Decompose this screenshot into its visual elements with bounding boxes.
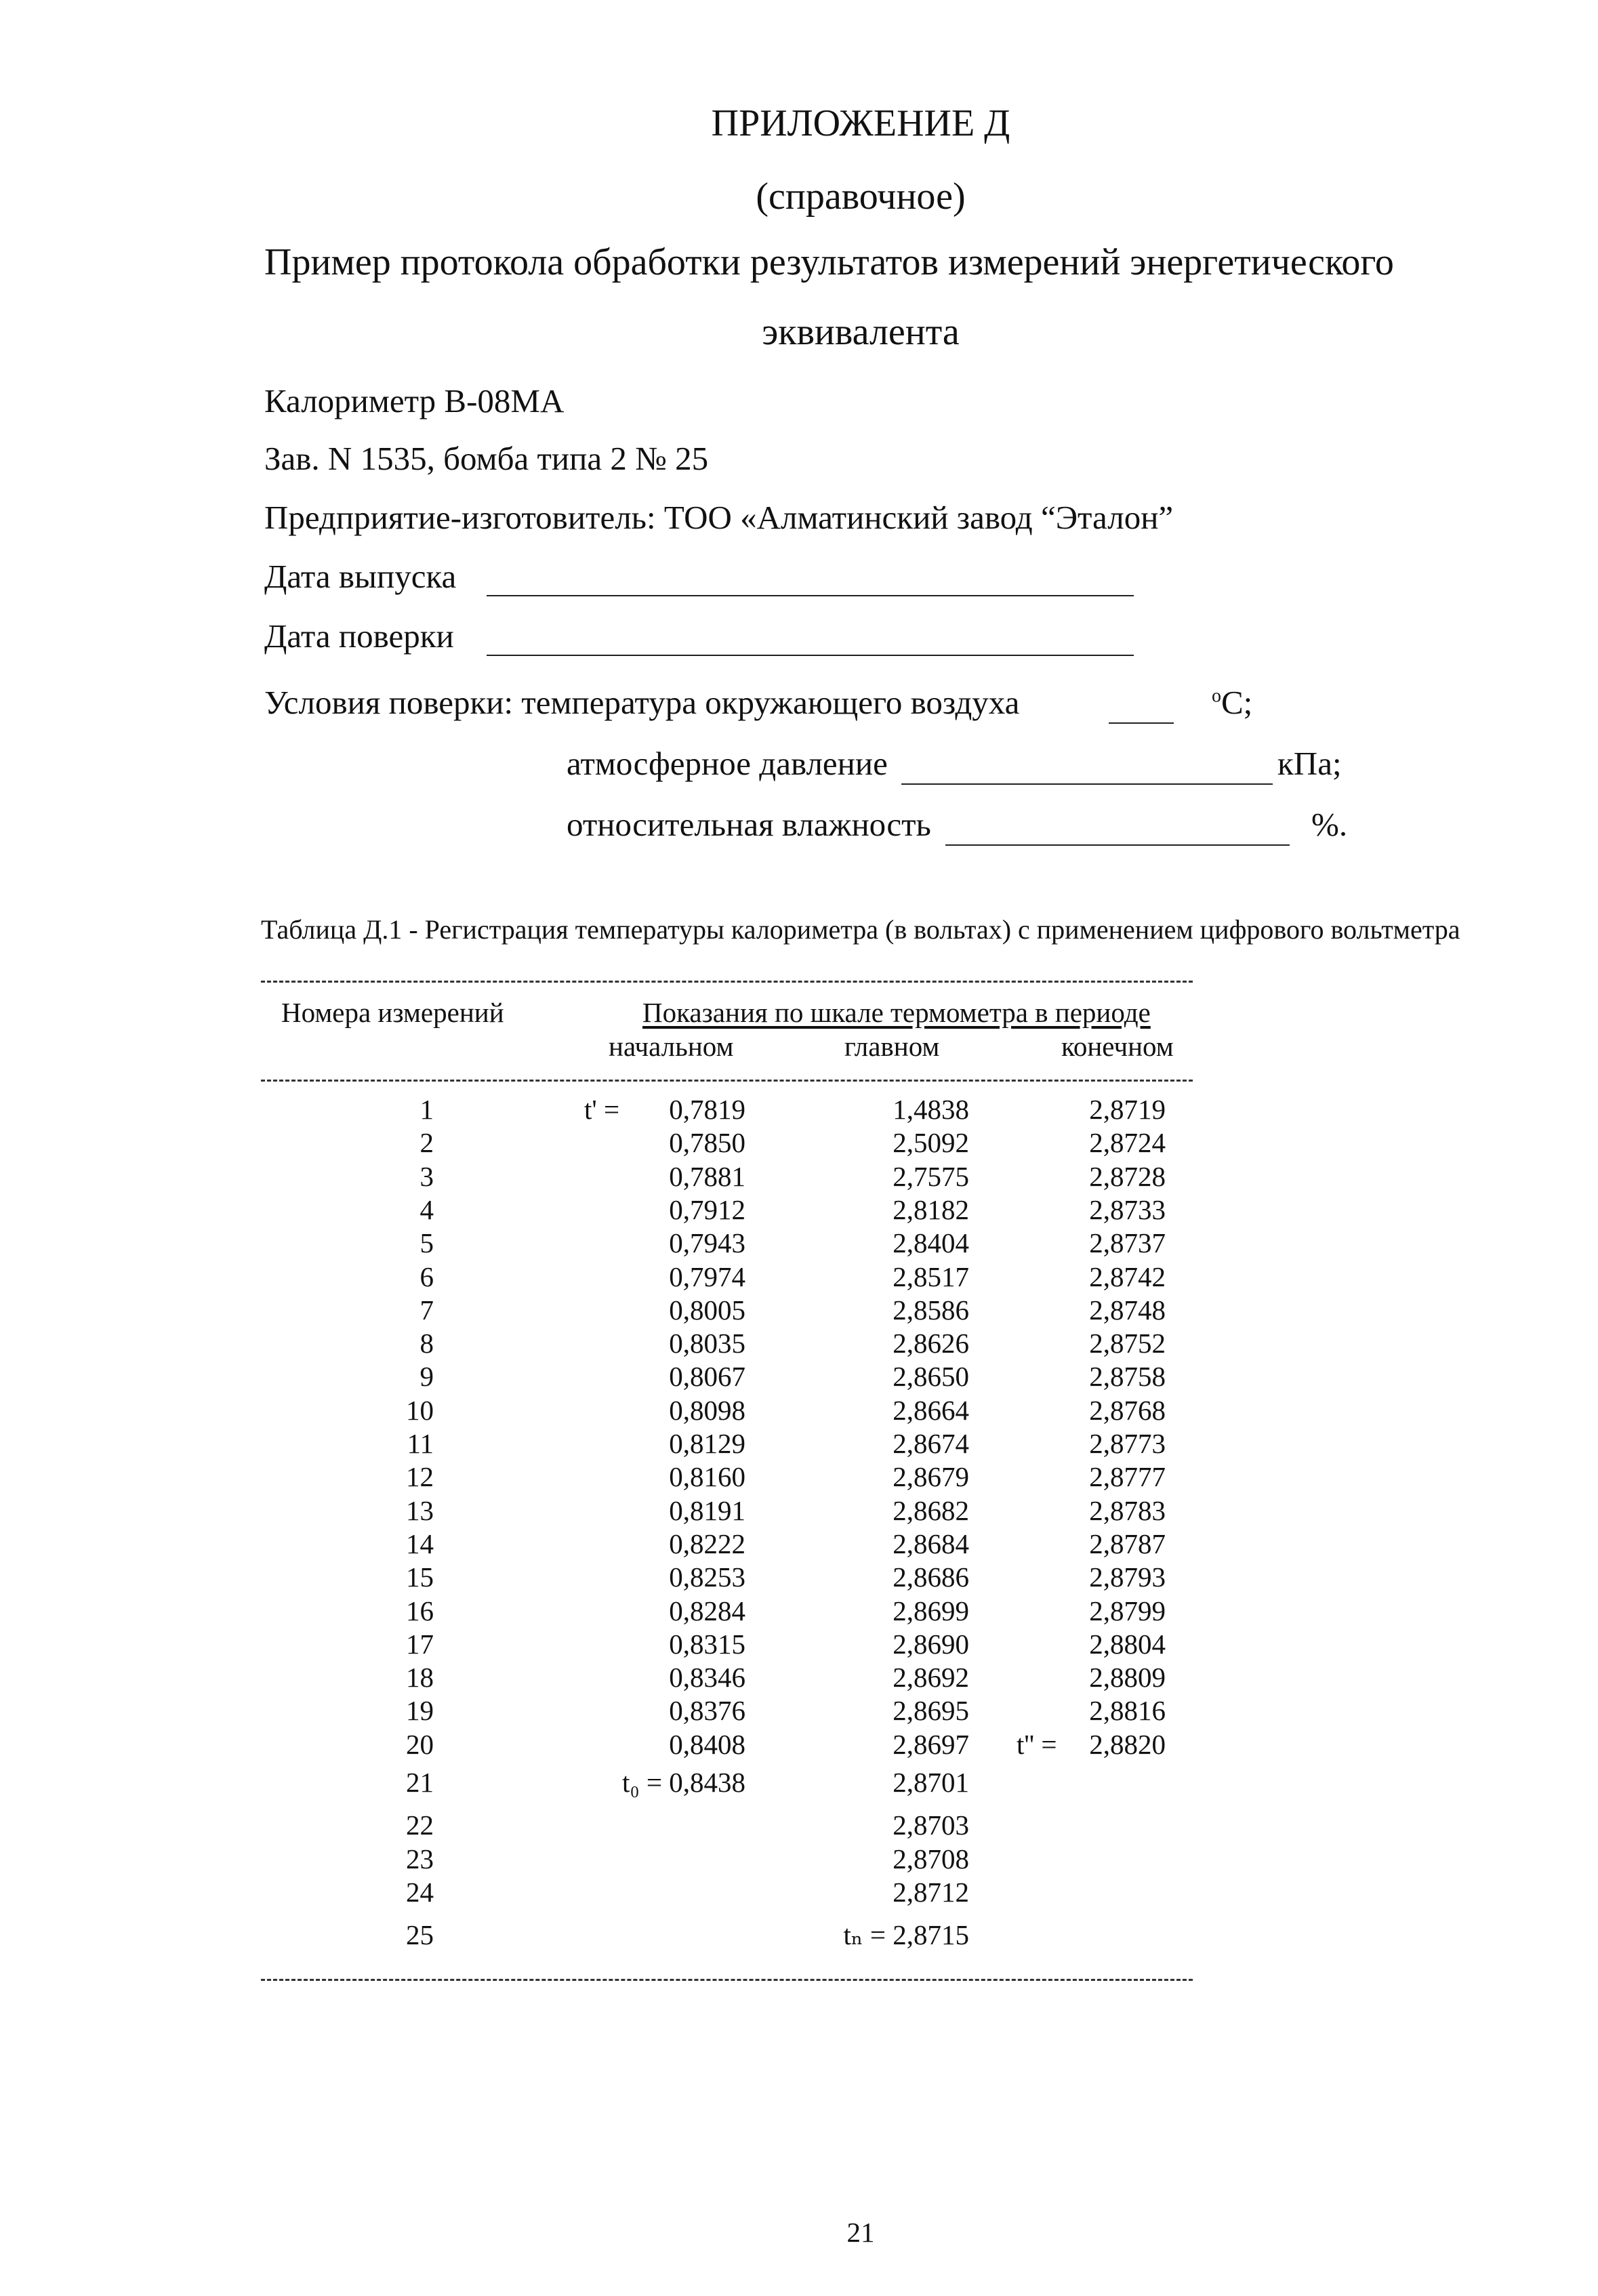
final-value: 2,8783: [1089, 1494, 1166, 1526]
main-value: 2,8517: [893, 1260, 969, 1292]
main-value: 2,8626: [893, 1328, 969, 1359]
final-value: 2,8787: [1089, 1528, 1166, 1559]
row-number: 18: [406, 1662, 434, 1694]
row-number: 5: [419, 1227, 434, 1259]
final-value: 2,8799: [1089, 1595, 1166, 1626]
initial-marker: t' =: [584, 1094, 620, 1125]
row-number: 1: [419, 1094, 434, 1125]
row-number: 7: [419, 1294, 434, 1326]
row-number: 22: [406, 1809, 434, 1841]
initial-value: 0,8253: [669, 1561, 745, 1593]
table-caption: Таблица Д.1 - Регистрация температуры калориметра (в вольтах) с применением цифрового вольтметра: [261, 914, 1460, 945]
main-value: 2,8404: [893, 1227, 969, 1259]
manufacturer-label: Предприятие-изготовитель: ТОО «Алматинский завод “Эталон”: [264, 499, 1174, 536]
release-date-label: Дата выпуска: [264, 558, 457, 595]
verify-date-label: Дата поверки: [264, 617, 454, 655]
initial-value: 0,8191: [669, 1494, 745, 1526]
release-date-field: [487, 595, 1134, 596]
final-value: 2,8752: [1089, 1328, 1166, 1359]
initial-value: 0,7974: [669, 1260, 745, 1292]
main-value: 2,8701: [893, 1767, 969, 1798]
initial-value: 0,8098: [669, 1394, 745, 1426]
main-value: 2,8695: [893, 1695, 969, 1727]
main-value: 2,8664: [893, 1394, 969, 1426]
final-value: 2,8777: [1089, 1461, 1166, 1493]
row-number: 4: [419, 1193, 434, 1225]
main-value: 2,8650: [893, 1361, 969, 1393]
row-number: 21: [406, 1767, 434, 1798]
initial-value: 0,8284: [669, 1595, 745, 1626]
initial-value: 0,7943: [669, 1227, 745, 1259]
main-value: 2,8699: [893, 1595, 969, 1626]
humidity-label: относительная влажность: [567, 806, 931, 843]
row-number: 11: [407, 1428, 434, 1459]
final-value: 2,8742: [1089, 1260, 1166, 1292]
pressure-field: [901, 783, 1273, 785]
row-number: 25: [406, 1919, 434, 1951]
initial-value: 0,8408: [669, 1728, 745, 1760]
initial-value: 0,7912: [669, 1193, 745, 1225]
main-value: 2,8692: [893, 1662, 969, 1694]
initial-value: 0,7881: [669, 1160, 745, 1192]
final-value: 2,8733: [1089, 1193, 1166, 1225]
row-number: 16: [406, 1595, 434, 1626]
final-value: 2,8773: [1089, 1428, 1166, 1459]
final-value: 2,8748: [1089, 1294, 1166, 1326]
main-value: 2,8679: [893, 1461, 969, 1493]
main-value: 2,8703: [893, 1809, 969, 1841]
group-header: Показания по шкале термометра в периоде: [642, 997, 1151, 1028]
row-number: 19: [406, 1695, 434, 1727]
main-value: 2,8182: [893, 1193, 969, 1225]
calorimeter-label: Калориметр В-08МА: [264, 382, 565, 419]
main-value: 2,8682: [893, 1494, 969, 1526]
final-value: 2,8804: [1089, 1628, 1166, 1660]
temperature-unit: $^о$С;: [1212, 684, 1253, 721]
final-value: 2,8768: [1089, 1394, 1166, 1426]
temperature-field: [1109, 722, 1174, 724]
table-bottom-rule: [261, 1979, 1193, 1981]
row-number: 23: [406, 1843, 434, 1874]
row-number: 14: [406, 1528, 434, 1559]
col-final-header: конечном: [1061, 1031, 1174, 1062]
row-number: 3: [419, 1160, 434, 1192]
initial-value: 0,8160: [669, 1461, 745, 1493]
row-number: 8: [419, 1328, 434, 1359]
main-value: 1,4838: [893, 1094, 969, 1125]
main-value: 2,8586: [893, 1294, 969, 1326]
final-value: 2,8724: [1089, 1127, 1166, 1159]
initial-value: 0,8376: [669, 1695, 745, 1727]
humidity-unit: %.: [1311, 806, 1348, 843]
row-number: 12: [406, 1461, 434, 1493]
appendix-title: ПРИЛОЖЕНИЕ Д: [711, 102, 1010, 144]
initial-value: 0,8005: [669, 1294, 745, 1326]
verify-date-field: [487, 655, 1134, 656]
page-number: 21: [846, 2217, 875, 2248]
document-title-line2: эквивалента: [762, 311, 960, 353]
row-number: 15: [406, 1561, 434, 1593]
main-value: 2,8708: [893, 1843, 969, 1874]
row-number: 17: [406, 1628, 434, 1660]
row-number: 10: [406, 1394, 434, 1426]
row-number: 6: [419, 1260, 434, 1292]
col-number-header: Номера измерений: [281, 997, 504, 1028]
final-value: 2,8737: [1089, 1227, 1166, 1259]
final-value: 2,8820: [1089, 1728, 1166, 1760]
final-value: 2,8816: [1089, 1695, 1166, 1727]
row-number: 9: [419, 1361, 434, 1393]
row-number: 2: [419, 1127, 434, 1159]
serial-label: Зав. N 1535, бомба типа 2 № 25: [264, 440, 709, 477]
main-value: 2,8686: [893, 1561, 969, 1593]
initial-value: t₀ = 0,8438: [621, 1767, 745, 1798]
main-value: 2,5092: [893, 1127, 969, 1159]
initial-value: 0,7850: [669, 1127, 745, 1159]
conditions-label: Условия поверки: температура окружающего воздуха: [264, 684, 1020, 721]
initial-value: 0,7819: [669, 1094, 745, 1125]
main-value: 2,8690: [893, 1628, 969, 1660]
humidity-field: [945, 844, 1290, 846]
main-value: 2,7575: [893, 1160, 969, 1192]
table-header-rule: [261, 1080, 1193, 1082]
initial-value: 0,8346: [669, 1662, 745, 1694]
final-marker: t'' =: [1017, 1728, 1057, 1760]
row-number: 24: [406, 1876, 434, 1908]
initial-value: 0,8035: [669, 1328, 745, 1359]
main-value: tₙ = 2,8715: [843, 1919, 969, 1951]
main-value: 2,8684: [893, 1528, 969, 1559]
main-value: 2,8697: [893, 1728, 969, 1760]
pressure-label: атмосферное давление: [567, 745, 888, 782]
pressure-unit: кПа;: [1277, 745, 1342, 782]
initial-value: 0,8315: [669, 1628, 745, 1660]
main-value: 2,8674: [893, 1428, 969, 1459]
initial-value: 0,8222: [669, 1528, 745, 1559]
col-initial-header: начальном: [609, 1031, 734, 1062]
final-value: 2,8719: [1089, 1094, 1166, 1125]
appendix-type: (справочное): [756, 176, 966, 218]
row-number: 20: [406, 1728, 434, 1760]
row-number: 13: [406, 1494, 434, 1526]
col-main-header: главном: [844, 1031, 940, 1062]
document-title-line1: Пример протокола обработки результатов измерений энергетического: [264, 241, 1394, 283]
final-value: 2,8728: [1089, 1160, 1166, 1192]
final-value: 2,8793: [1089, 1561, 1166, 1593]
initial-value: 0,8067: [669, 1361, 745, 1393]
final-value: 2,8758: [1089, 1361, 1166, 1393]
main-value: 2,8712: [893, 1876, 969, 1908]
initial-value: 0,8129: [669, 1428, 745, 1459]
final-value: 2,8809: [1089, 1662, 1166, 1694]
table-top-rule: [261, 981, 1193, 983]
